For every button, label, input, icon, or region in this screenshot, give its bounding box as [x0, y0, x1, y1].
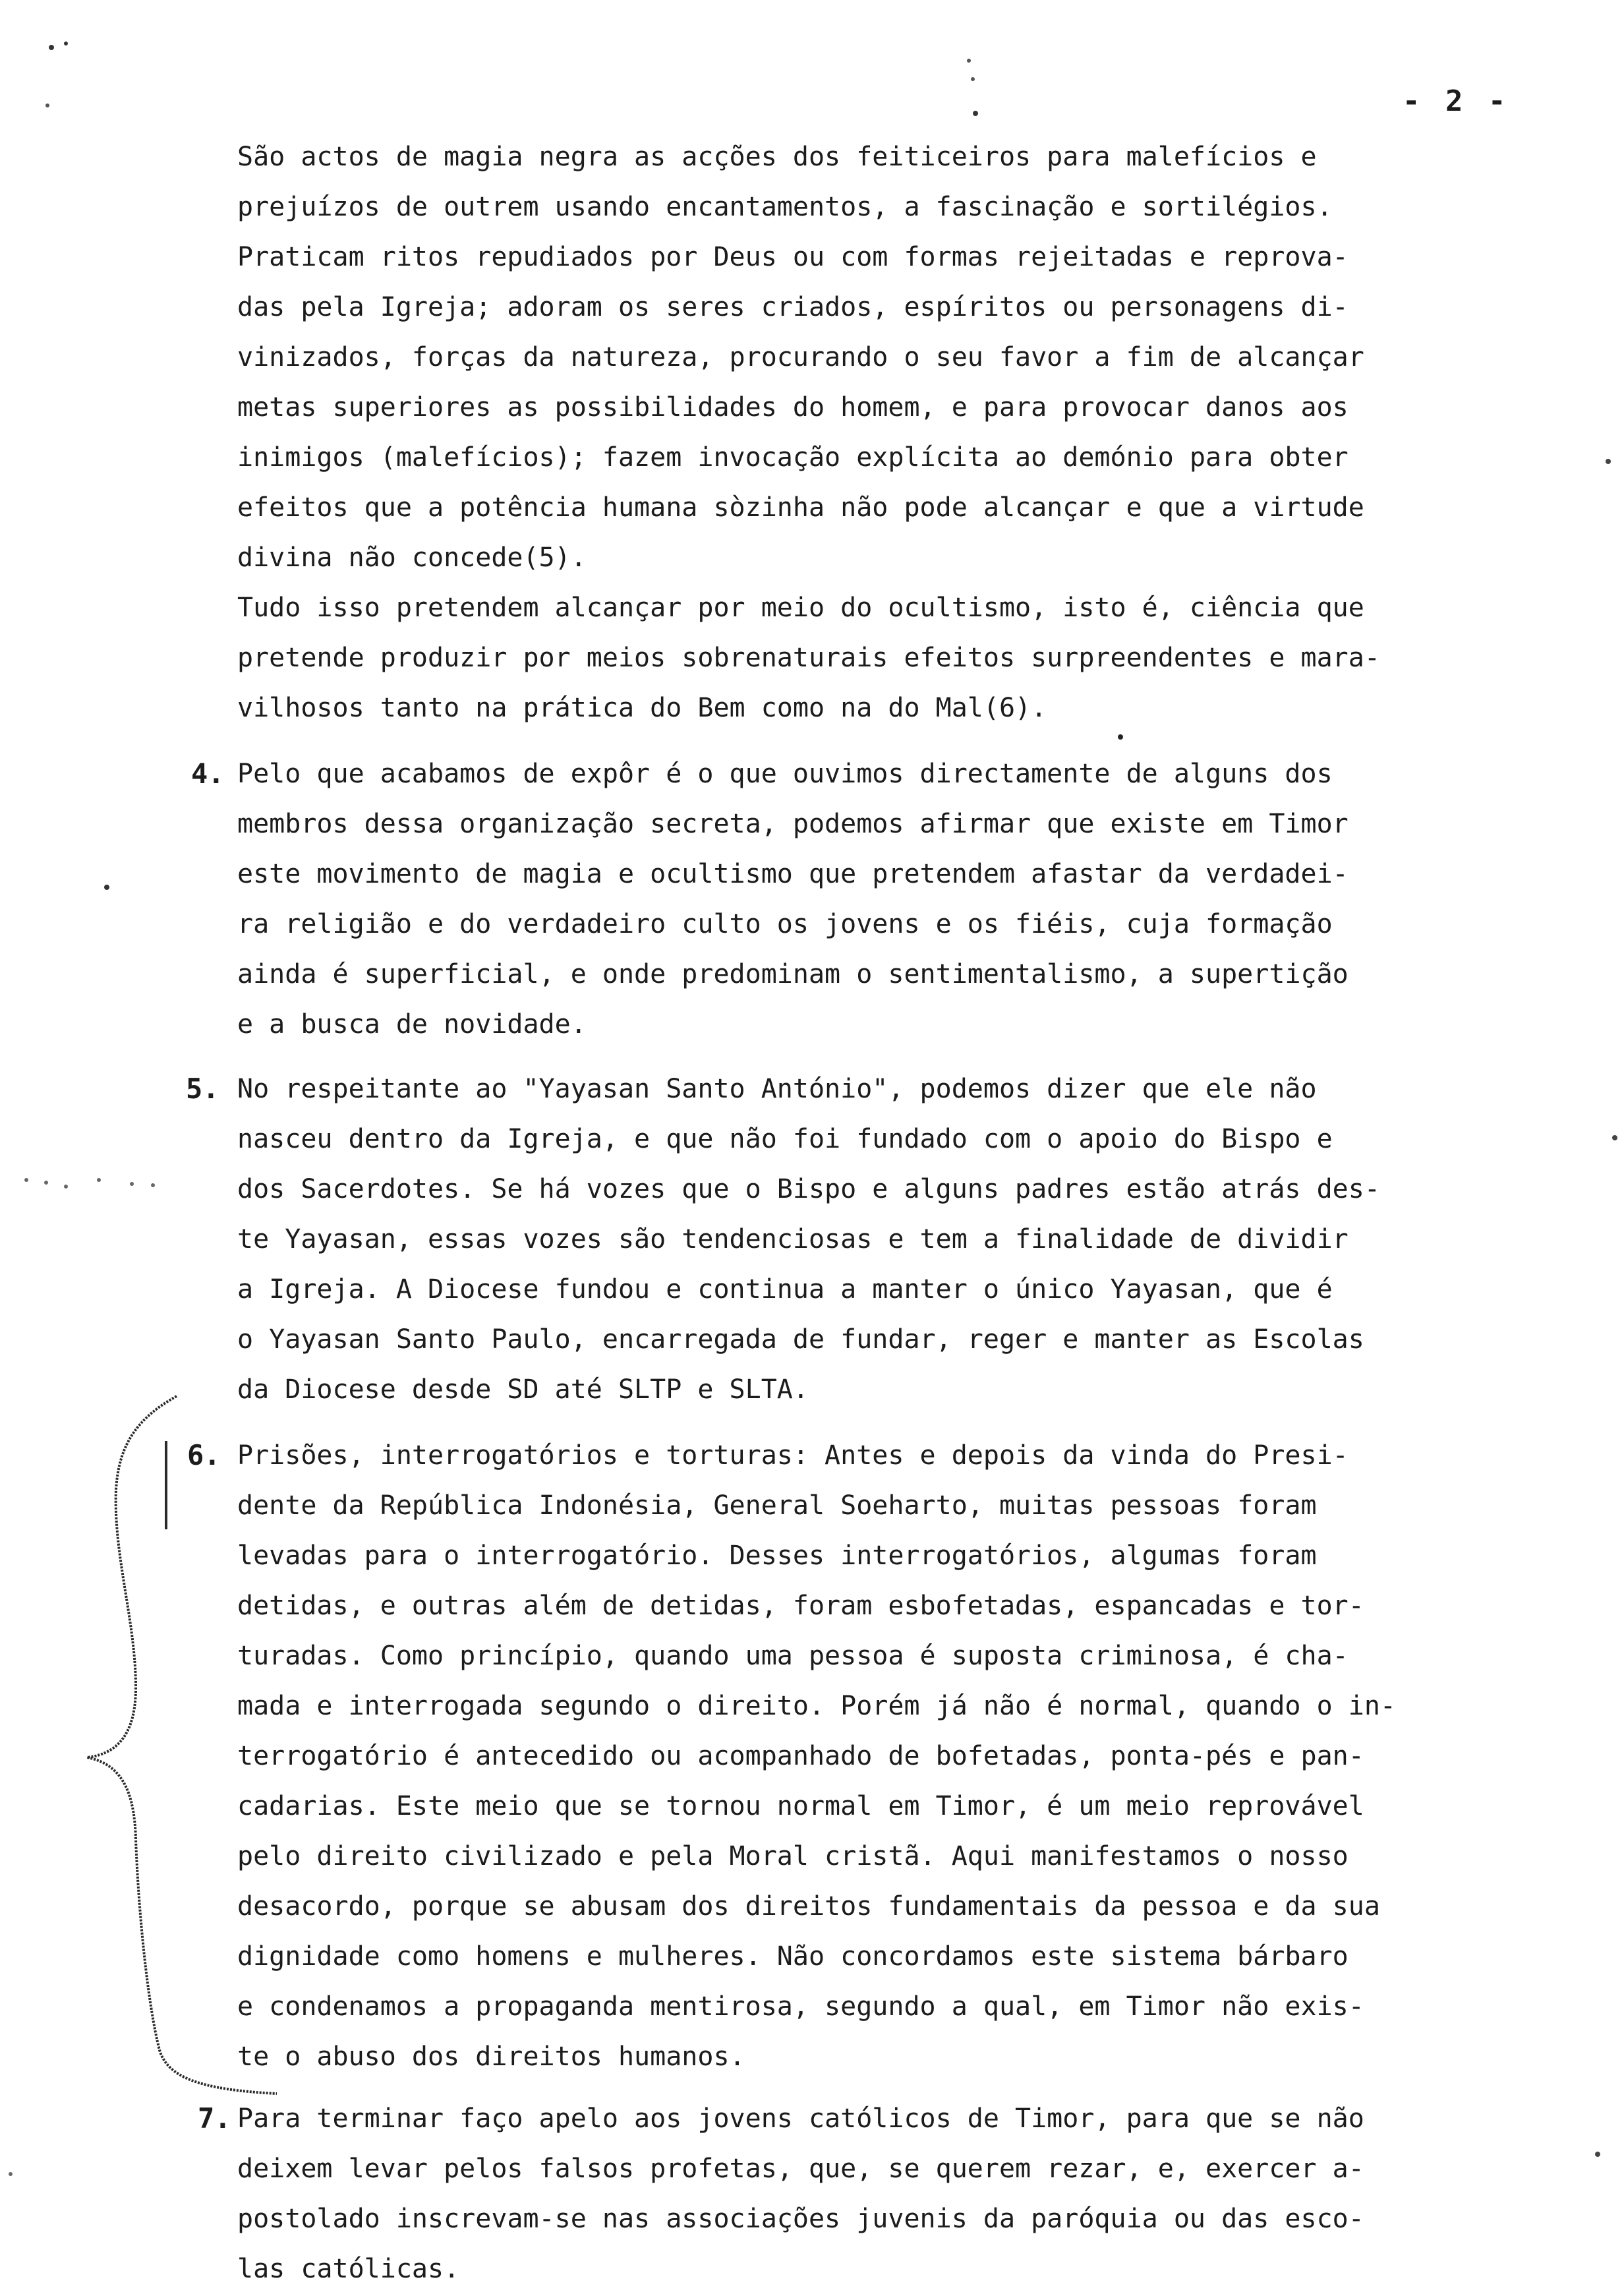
text-line: pelo direito civilizado e pela Moral cristã. Aqui manifestamos o nosso [237, 1841, 1348, 1871]
text-line: Tudo isso pretendem alcançar por meio do ocultismo, isto é, ciência que [237, 593, 1364, 623]
text-line: levadas para o interrogatório. Desses interrogatórios, algumas foram [237, 1541, 1317, 1571]
item-number: 4. [191, 757, 225, 790]
intro-paragraph [237, 132, 1490, 733]
text-line: este movimento de magia e ocultismo que pretendem afastar da verdadei- [237, 859, 1348, 889]
text-line: vilhosos tanto na prática do Bem como na do Mal(6). [237, 693, 1047, 723]
text-line: vinizados, forças da natureza, procurando o seu favor a fim de alcançar [237, 342, 1364, 372]
text-line: Para terminar faço apelo aos jovens católicos de Timor, para que se não [237, 2103, 1364, 2134]
text-line: nasceu dentro da Igreja, e que não foi fundado com o apoio do Bispo e [237, 1124, 1333, 1154]
text-line: turadas. Como princípio, quando uma pessoa é suposta criminosa, é cha- [237, 1641, 1348, 1671]
item-number: 6. [187, 1439, 221, 1471]
text-line: e a busca de novidade. [237, 1009, 587, 1040]
text-line: dos Sacerdotes. Se há vozes que o Bispo e alguns padres estão atrás des- [237, 1174, 1380, 1204]
text-line: São actos de magia negra as acções dos feiticeiros para malefícios e [237, 142, 1317, 172]
text-line: o Yayasan Santo Paulo, encarregada de fundar, reger e manter as Escolas [237, 1324, 1364, 1355]
text-line: inimigos (malefícios); fazem invocação explícita ao demónio para obter [237, 442, 1348, 473]
text-line: pretende produzir por meios sobrenaturais efeitos surpreendentes e mara- [237, 643, 1380, 673]
item-text [237, 1430, 1490, 2082]
text-line: desacordo, porque se abusam dos direitos fundamentais da pessoa e da sua [237, 1891, 1380, 1922]
text-line: dignidade como homens e mulheres. Não concordamos este sistema bárbaro [237, 1941, 1348, 1972]
text-line: Praticam ritos repudiados por Deus ou com formas rejeitadas e reprova- [237, 242, 1348, 272]
text-line: detidas, e outras além de detidas, foram esbofetadas, espancadas e tor- [237, 1591, 1364, 1621]
item-number: 7. [198, 2102, 231, 2134]
text-line: No respeitante ao "Yayasan Santo António", podemos dizer que ele não [237, 1074, 1317, 1104]
text-line: las católicas. [237, 2254, 460, 2284]
text-line: membros dessa organização secreta, podemos afirmar que existe em Timor [237, 809, 1348, 839]
text-line: dente da República Indonésia, General Soeharto, muitas pessoas foram [237, 1490, 1317, 1521]
text-line: ra religião e do verdadeiro culto os jovens e os fiéis, cuja formação [237, 909, 1333, 939]
text-line: efeitos que a potência humana sòzinha não pode alcançar e que a virtude [237, 492, 1364, 523]
item-text [237, 2094, 1490, 2294]
text-line: prejuízos de outrem usando encantamentos, a fascinação e sortilégios. [237, 192, 1333, 222]
text-line: divina não concede(5). [237, 543, 587, 573]
text-line: deixem levar pelos falsos profetas, que, se querem rezar, e, exercer a- [237, 2154, 1364, 2184]
text-line: te o abuso dos direitos humanos. [237, 2042, 745, 2072]
text-line: terrogatório é antecedido ou acompanhado de bofetadas, ponta-pés e pan- [237, 1741, 1364, 1771]
text-line: mada e interrogada segundo o direito. Porém já não é normal, quando o in- [237, 1691, 1396, 1721]
text-line: Prisões, interrogatórios e torturas: Antes e depois da vinda do Presi- [237, 1440, 1348, 1471]
text-line: a Igreja. A Diocese fundou e continua a manter o único Yayasan, que é [237, 1274, 1333, 1305]
text-line: da Diocese desde SD até SLTP e SLTA. [237, 1374, 809, 1405]
text-line: metas superiores as possibilidades do homem, e para provocar danos aos [237, 392, 1348, 423]
text-line: postolado inscrevam-se nas associações juvenis da paróquia ou das esco- [237, 2204, 1364, 2234]
text-line: e condenamos a propaganda mentirosa, segundo a qual, em Timor não exis- [237, 1991, 1364, 2022]
text-line: te Yayasan, essas vozes são tendenciosas e tem a finalidade de dividir [237, 1224, 1348, 1254]
text-line: cadarias. Este meio que se tornou normal em Timor, é um meio reprovável [237, 1791, 1364, 1821]
item-number: 5. [186, 1073, 219, 1105]
item-text [237, 749, 1490, 1049]
page-number: - 2 - [1403, 84, 1510, 118]
text-line: ainda é superficial, e onde predominam o sentimentalismo, a supertição [237, 959, 1348, 989]
text-line: das pela Igreja; adoram os seres criados, espíritos ou personagens di- [237, 292, 1348, 322]
text-line: Pelo que acabamos de expôr é o que ouvimos directamente de alguns dos [237, 759, 1333, 789]
item-text [237, 1064, 1490, 1415]
